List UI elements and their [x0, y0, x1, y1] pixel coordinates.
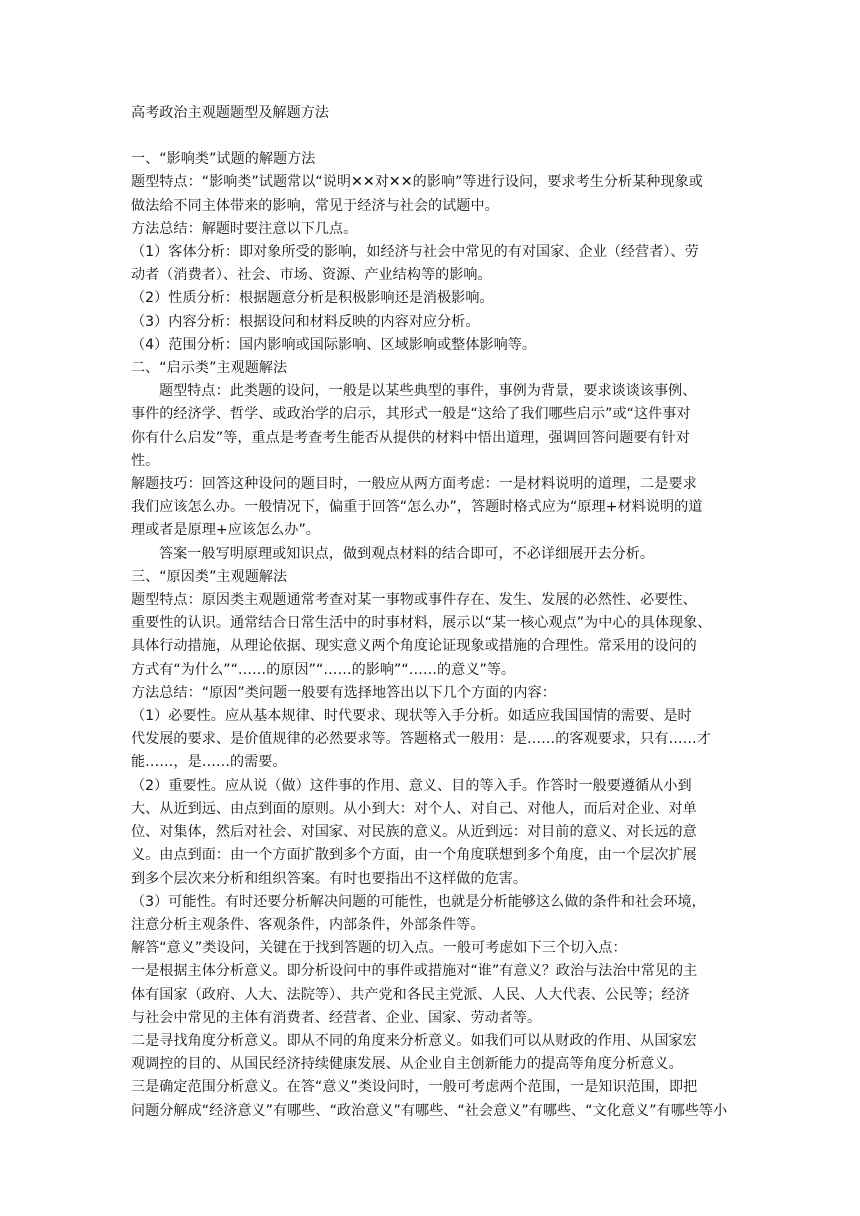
text-line: （2）重要性。应从说（做）这件事的作用、意义、目的等入手。作答时一般要遵循从小到	[131, 777, 692, 794]
text-line: 你有什么启发”等，重点是考查考生能否从提供的材料中悟出道理，强调回答问题要有针对	[131, 429, 690, 446]
document-title: 高考政治主观题题型及解题方法	[131, 105, 330, 121]
text-line: 题型特点：原因类主观题通常考查对某一事物或事件存在、发生、发展的必然性、必要性、	[131, 592, 697, 609]
text-line: 能……，是……的需要。	[131, 754, 287, 771]
document-page	[131, 102, 731, 1123]
text-line: 解答“意义”类设问，关键在于找到答题的切入点。一般可考虑如下三个切入点：	[131, 940, 627, 957]
text-line: 注意分析主观条件、客观条件，内部条件，外部条件等。	[131, 916, 485, 933]
text-line: 题型特点：此类题的设问，一般是以某些典型的事件，事例为背景，要求谈谈该事例、	[159, 383, 697, 400]
text-line: 二是寻找角度分析意义。即从不同的角度来分析意义。如我们可以从财政的作用、从国家宏	[131, 1032, 697, 1049]
text-line: 到多个层次来分析和组织答案。有时也要指出不这样做的危害。	[131, 870, 528, 887]
text-line: 重要性的认识。通常结合日常生活中的时事材料，展示以“某一核心观点”为中心的具体现象、	[131, 615, 712, 632]
document-body	[131, 148, 731, 1123]
text-line: 性。	[131, 452, 160, 469]
text-line: 方法总结：解题时要注意以下几点。	[131, 220, 358, 237]
text-line: （4）范围分析：国内影响或国际影响、区域影响或整体影响等。	[131, 336, 537, 353]
text-line: 位、对集体，然后对社会、对国家、对民族的意义。从近到远：对目前的意义、对长远的意	[131, 824, 697, 841]
text-line: 大、从近到远、由点到面的原则。从小到大：对个人、对自己、对他人，而后对企业、对单	[131, 800, 697, 817]
text-line: 答案一般写明原理或知识点，做到观点材料的结合即可，不必详细展开去分析。	[159, 545, 655, 562]
text-line: （1）必要性。应从基本规律、时代要求、现状等入手分析。如适应我国国情的需要、是时	[131, 708, 692, 725]
text-line: 义。由点到面：由一个方面扩散到多个方面，由一个角度联想到多个角度，由一个层次扩展	[131, 847, 697, 864]
text-line: 三是确定范围分析意义。在答“意义”类设问时，一般可考虑两个范围，一是知识范围，即把	[131, 1079, 698, 1096]
text-line: 题型特点：“影响类”试题常以“说明✕✕对✕✕的影响”等进行设问，要求考生分析某种现象或	[131, 174, 703, 191]
text-line: 方式有“为什么”“……的原因”“……的影响”“……的意义”等。	[131, 661, 516, 678]
text-line: 三、“原因类”主观题解法	[131, 568, 288, 585]
text-line: 我们应该怎么办。一般情况下，偏重于回答“怎么办”，答题时格式应为“原理+材料说明的道	[131, 499, 703, 516]
text-line: 做法给不同主体带来的影响，常见于经济与社会的试题中。	[131, 197, 499, 214]
text-line: 理或者是原理+应该怎么办”。	[131, 522, 320, 539]
text-line: （1）客体分析：即对象所受的影响，如经济与社会中常见的有对国家、企业（经营者）、劳	[131, 244, 699, 261]
text-line: 二、“启示类”主观题解法	[131, 360, 288, 377]
text-line: 一是根据主体分析意义。即分析设问中的事件或措施对“谁”有意义？政治与法治中常见的主	[131, 963, 698, 980]
text-line: 解题技巧：回答这种设问的题目时，一般应从两方面考虑：一是材料说明的道理，二是要求	[131, 476, 697, 493]
text-line: （3）内容分析：根据设问和材料反映的内容对应分析。	[131, 313, 480, 330]
text-line: 观调控的目的、从国民经济持续健康发展、从企业自主创新能力的提高等角度分析意义。	[131, 1056, 683, 1073]
text-line: 事件的经济学、哲学、或政治学的启示，其形式一般是“这给了我们哪些启示”或“这件事对	[131, 406, 691, 423]
text-line: （2）性质分析：根据题意分析是积极影响还是消极影响。	[131, 290, 494, 307]
text-line: 动者（消费者）、社会、市场、资源、产业结构等的影响。	[131, 267, 492, 284]
text-line: 问题分解成“经济意义”有哪些、“政治意义”有哪些、“社会意义”有哪些、“文化意义”有哪些等小	[131, 1102, 728, 1119]
text-line: 体有国家（政府、人大、法院等）、共产党和各民主党派、人民、人大代表、公民等；经济	[131, 986, 690, 1003]
text-line: 方法总结：“原因”类问题一般要有选择地答出以下几个方面的内容：	[131, 684, 556, 701]
text-line: 一、“影响类”试题的解题方法	[131, 151, 316, 168]
text-line: 代发展的要求、是价值规律的必然要求等。答题格式一般用：是……的客观要求，只有……才	[131, 731, 711, 748]
text-line: 具体行动措施，从理论依据、现实意义两个角度论证现象或措施的合理性。常采用的设问的	[131, 638, 697, 655]
text-line: （3）可能性。有时还要分析解决问题的可能性，也就是分析能够这么做的条件和社会环境，	[131, 893, 706, 910]
text-line: 与社会中常见的主体有消费者、经营者、企业、国家、劳动者等。	[131, 1009, 542, 1026]
